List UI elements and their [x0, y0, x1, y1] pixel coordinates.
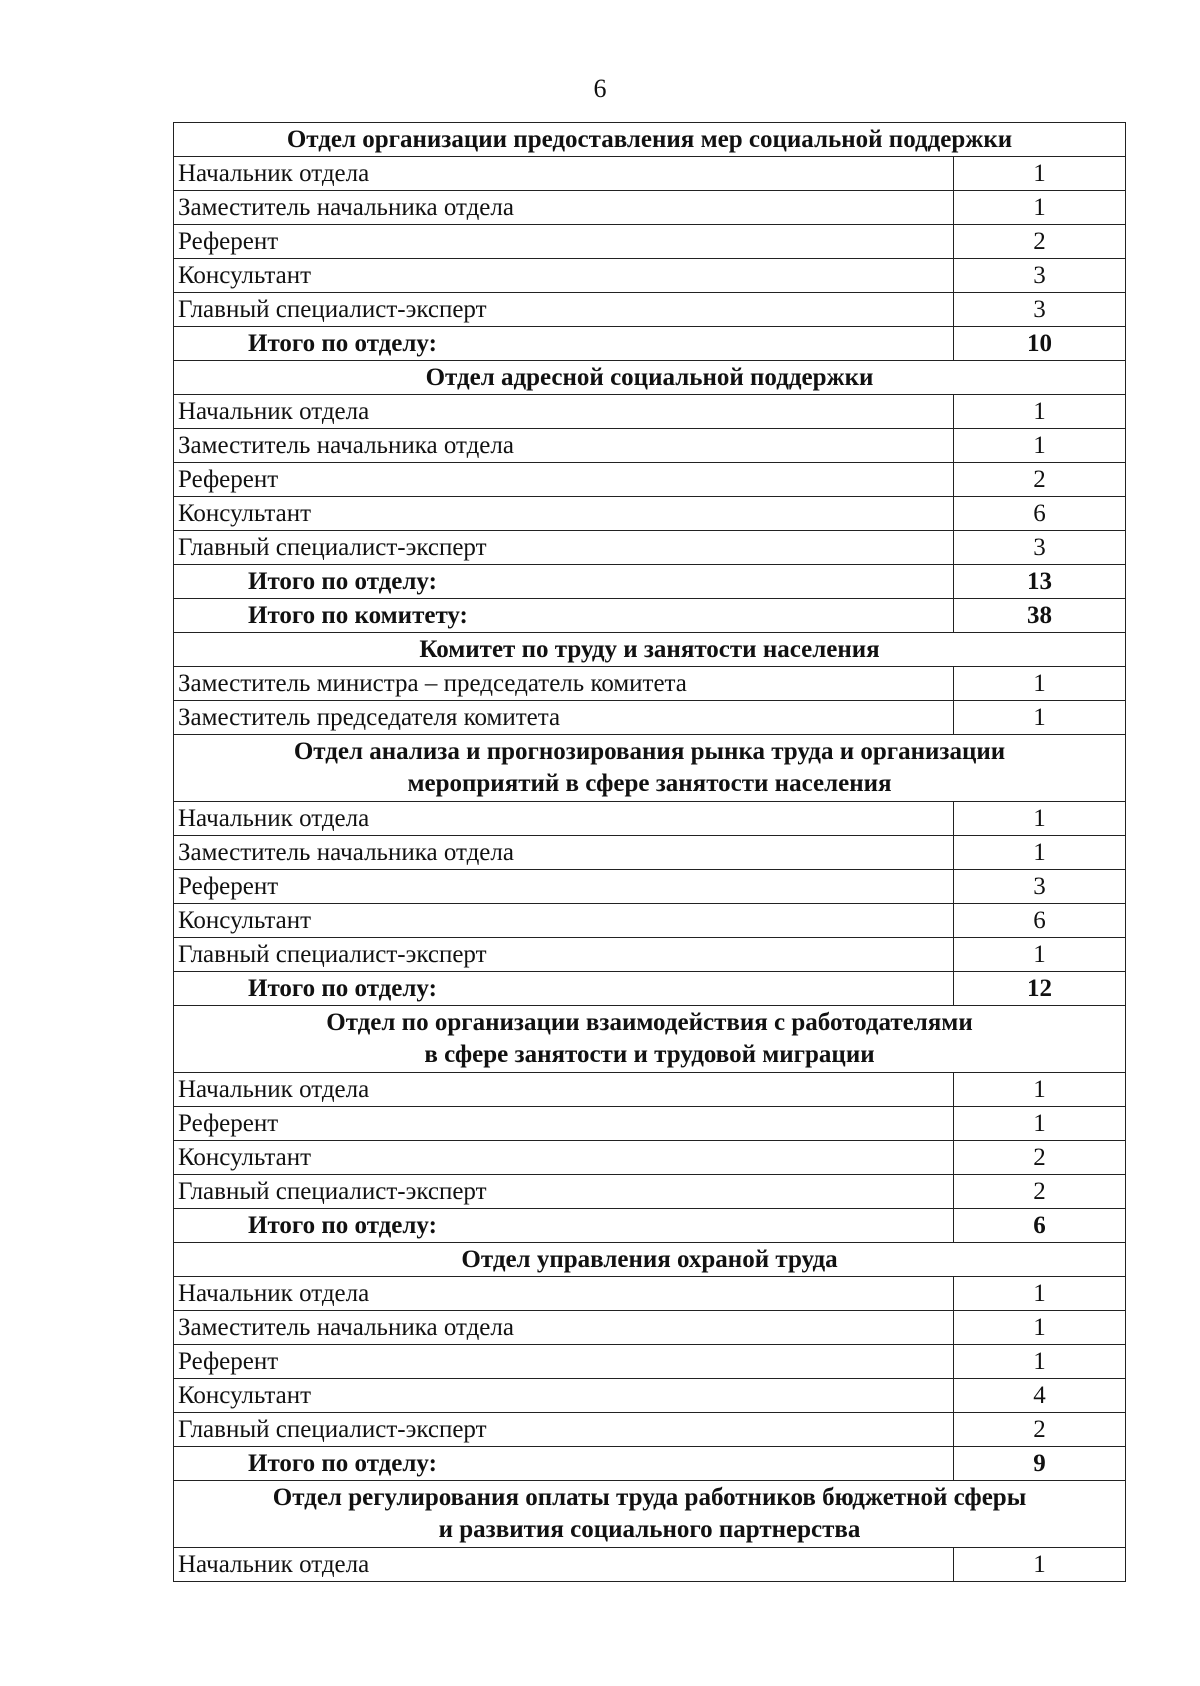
position-count: 4: [954, 1379, 1126, 1413]
position-row: [174, 497, 1126, 531]
position-row: [174, 1107, 1126, 1141]
position-row: [174, 938, 1126, 972]
position-name: Главный специалист-эксперт: [174, 531, 954, 565]
position-name: Референт: [174, 1107, 954, 1141]
total-row: [174, 599, 1126, 633]
section-title-line: Отдел по организации взаимодействия с работодателями: [326, 1009, 973, 1036]
position-name: Главный специалист-эксперт: [174, 1175, 954, 1209]
position-row: [174, 463, 1126, 497]
position-name: Заместитель начальника отдела: [174, 836, 954, 870]
total-count: 10: [954, 327, 1126, 361]
position-row: [174, 1413, 1126, 1447]
total-count: 9: [954, 1447, 1126, 1481]
position-row: [174, 1277, 1126, 1311]
staffing-table-body: [174, 123, 1126, 1582]
total-count: 12: [954, 972, 1126, 1006]
total-row: [174, 327, 1126, 361]
position-name: Консультант: [174, 1141, 954, 1175]
total-label: Итого по отделу:: [174, 565, 954, 599]
position-count: 1: [954, 191, 1126, 225]
position-count: 1: [954, 429, 1126, 463]
position-row: [174, 225, 1126, 259]
position-count: 1: [954, 701, 1126, 735]
position-name: Начальник отдела: [174, 157, 954, 191]
position-count: 1: [954, 395, 1126, 429]
position-row: [174, 1345, 1126, 1379]
position-row: [174, 531, 1126, 565]
section-header-row: [174, 633, 1126, 667]
position-name: Заместитель начальника отдела: [174, 191, 954, 225]
position-count: 2: [954, 1175, 1126, 1209]
position-count: 1: [954, 1548, 1126, 1582]
position-name: Главный специалист-эксперт: [174, 938, 954, 972]
staffing-table: [173, 122, 1126, 1582]
total-row: [174, 1447, 1126, 1481]
position-name: Консультант: [174, 259, 954, 293]
position-count: 2: [954, 1413, 1126, 1447]
section-title-line: в сфере занятости и трудовой миграции: [424, 1041, 875, 1068]
position-count: 1: [954, 1311, 1126, 1345]
position-count: 1: [954, 1345, 1126, 1379]
position-name: Начальник отдела: [174, 1548, 954, 1582]
position-name: Референт: [174, 870, 954, 904]
position-name: Заместитель начальника отдела: [174, 429, 954, 463]
section-title: [174, 735, 1126, 802]
total-label: Итого по отделу:: [174, 327, 954, 361]
section-title: Отдел организации предоставления мер социальной поддержки: [174, 123, 1126, 157]
position-name: Главный специалист-эксперт: [174, 1413, 954, 1447]
section-header-row: [174, 735, 1126, 802]
position-count: 1: [954, 157, 1126, 191]
position-row: [174, 429, 1126, 463]
section-title: Отдел управления охраной труда: [174, 1243, 1126, 1277]
total-label: Итого по отделу:: [174, 1209, 954, 1243]
position-count: 1: [954, 1073, 1126, 1107]
position-count: 3: [954, 293, 1126, 327]
position-count: 2: [954, 1141, 1126, 1175]
section-title: [174, 1481, 1126, 1548]
total-row: [174, 1209, 1126, 1243]
total-label: Итого по отделу:: [174, 1447, 954, 1481]
section-title: [174, 1006, 1126, 1073]
position-row: [174, 395, 1126, 429]
total-row: [174, 565, 1126, 599]
position-row: [174, 259, 1126, 293]
total-row: [174, 972, 1126, 1006]
page-number: 6: [593, 74, 607, 103]
position-name: Консультант: [174, 1379, 954, 1413]
position-name: Начальник отдела: [174, 395, 954, 429]
total-count: 13: [954, 565, 1126, 599]
section-header-row: [174, 1006, 1126, 1073]
position-name: Заместитель министра – председатель комитета: [174, 667, 954, 701]
position-count: 1: [954, 1107, 1126, 1141]
position-count: 3: [954, 259, 1126, 293]
position-row: [174, 1548, 1126, 1582]
section-title: Комитет по труду и занятости населения: [174, 633, 1126, 667]
position-count: 6: [954, 497, 1126, 531]
position-row: [174, 1379, 1126, 1413]
position-count: 1: [954, 836, 1126, 870]
total-label: Итого по отделу:: [174, 972, 954, 1006]
section-title: Отдел адресной социальной поддержки: [174, 361, 1126, 395]
position-row: [174, 157, 1126, 191]
position-name: Консультант: [174, 904, 954, 938]
position-row: [174, 836, 1126, 870]
position-count: 2: [954, 463, 1126, 497]
total-label: Итого по комитету:: [174, 599, 954, 633]
position-name: Заместитель председателя комитета: [174, 701, 954, 735]
section-title-line: Отдел анализа и прогнозирования рынка труда и организации: [293, 738, 1006, 765]
position-count: 6: [954, 904, 1126, 938]
position-row: [174, 293, 1126, 327]
position-name: Референт: [174, 225, 954, 259]
section-header-row: [174, 1481, 1126, 1548]
position-name: Консультант: [174, 497, 954, 531]
position-count: 1: [954, 938, 1126, 972]
section-title-line: мероприятий в сфере занятости населения: [407, 770, 892, 797]
position-name: Начальник отдела: [174, 802, 954, 836]
position-count: 1: [954, 1277, 1126, 1311]
position-count: 3: [954, 870, 1126, 904]
position-count: 1: [954, 802, 1126, 836]
position-name: Заместитель начальника отдела: [174, 1311, 954, 1345]
section-header-row: [174, 1243, 1126, 1277]
position-row: [174, 904, 1126, 938]
position-row: [174, 1141, 1126, 1175]
position-count: 3: [954, 531, 1126, 565]
position-row: [174, 1311, 1126, 1345]
position-name: Начальник отдела: [174, 1277, 954, 1311]
position-row: [174, 870, 1126, 904]
position-count: 1: [954, 667, 1126, 701]
section-title-line: и развития социального партнерства: [438, 1516, 861, 1543]
position-row: [174, 701, 1126, 735]
total-count: 6: [954, 1209, 1126, 1243]
position-name: Референт: [174, 463, 954, 497]
position-row: [174, 802, 1126, 836]
section-header-row: [174, 361, 1126, 395]
position-name: Референт: [174, 1345, 954, 1379]
position-name: Начальник отдела: [174, 1073, 954, 1107]
position-row: [174, 667, 1126, 701]
position-name: Главный специалист-эксперт: [174, 293, 954, 327]
position-row: [174, 1073, 1126, 1107]
position-count: 2: [954, 225, 1126, 259]
total-count: 38: [954, 599, 1126, 633]
section-title-line: Отдел регулирования оплаты труда работников бюджетной сферы: [272, 1484, 1027, 1511]
section-header-row: [174, 123, 1126, 157]
position-row: [174, 1175, 1126, 1209]
position-row: [174, 191, 1126, 225]
